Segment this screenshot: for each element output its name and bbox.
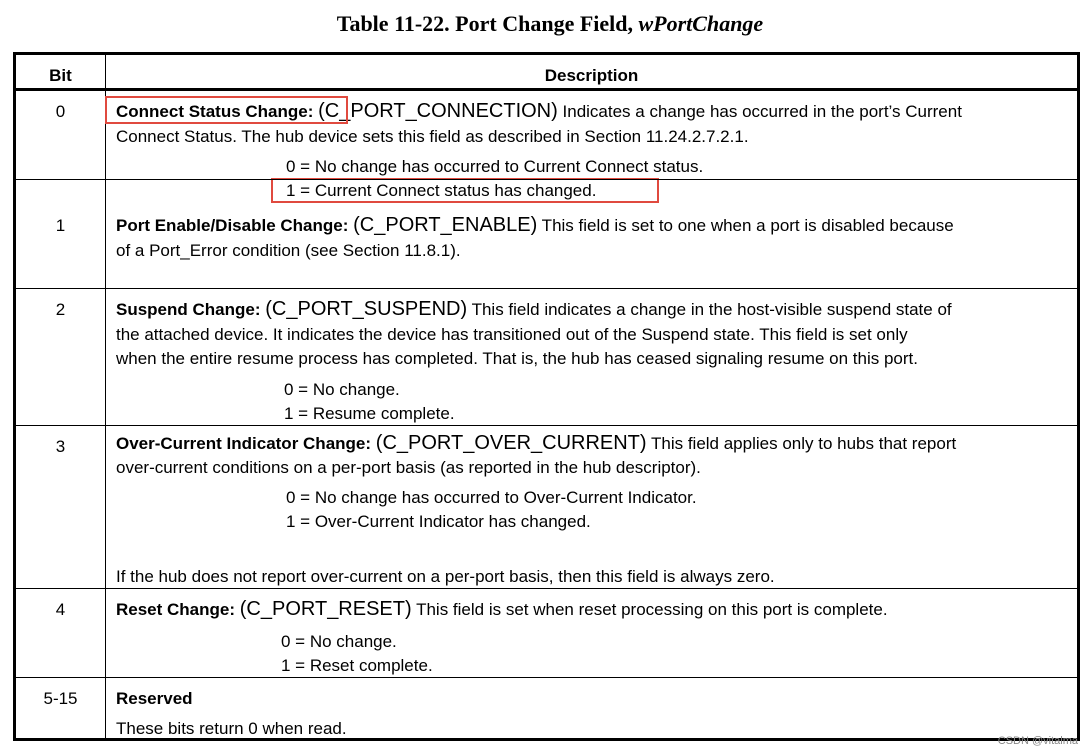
row-1-line1-rest: This field is set to one when a port is disabled because [537,216,954,235]
caption-lead: Table 11-22. Port Change Field, [336,11,639,36]
row-0-code: (C_PORT_CONNECTION) [318,100,558,122]
row-4-code: (C_PORT_RESET) [239,598,412,620]
row-2-code: (C_PORT_SUSPEND) [265,298,468,320]
header-bit: Bit [49,66,72,85]
row-1-code: (C_PORT_ENABLE) [353,214,538,236]
row-3-code: (C_PORT_OVER_CURRENT) [375,432,647,454]
highlight-connect-status-change [105,96,348,124]
table-caption [0,10,1088,38]
watermark: CSDN @vitalma [997,735,1078,747]
row-3-note: If the hub does not report over-current on a per-port basis, then this field is always zero. [116,567,775,586]
row-0-name: Connect Status Change: [116,102,314,121]
row-divider-1 [16,288,1077,289]
row-0-line1-rest: Indicates a change has occurred in the port’s Current [557,102,962,121]
column-divider [105,55,106,738]
row-3-line-1 [116,432,956,455]
row-4-line1-rest: This field is set when reset processing on this port is complete. [411,600,888,619]
header-description: Description [544,66,639,85]
row-2-value-0: 0 = No change. [284,380,400,399]
row-divider-3 [16,588,1077,589]
row-3-bit: 3 [55,437,66,456]
row-3-value-1: 1 = Over-Current Indicator has changed. [286,512,591,531]
row-divider-4 [16,677,1077,678]
row-3-line-2: over-current conditions on a per-port basis (as reported in the hub descriptor). [116,458,701,477]
row-5-line-1 [116,687,193,710]
row-2-value-1: 1 = Resume complete. [284,404,455,423]
port-change-table [13,52,1080,741]
row-5-bit: 5-15 [43,689,78,708]
row-0-value-0: 0 = No change has occurred to Current Connect status. [286,157,704,176]
row-4-line-1 [116,598,888,621]
row-4-value-1: 1 = Reset complete. [281,656,433,675]
row-0-bit: 0 [55,102,66,121]
row-1-bit: 1 [55,216,66,235]
row-5-name: Reserved [116,689,193,708]
row-2-line-2: the attached device. It indicates the device has transitioned out of the Suspend state. This field is set only [116,325,908,344]
row-2-line-3: when the entire resume process has completed. That is, the hub has ceased signaling resume on this port. [116,349,918,368]
row-5-line-2: These bits return 0 when read. [116,719,347,738]
row-0-line-2: Connect Status. The hub device sets this field as described in Section 11.24.2.7.2.1. [116,127,749,146]
row-4-name: Reset Change: [116,600,236,619]
caption-field-name: wPortChange [638,11,764,36]
header-divider [16,88,1077,91]
row-3-line1-rest: This field applies only to hubs that report [646,434,957,453]
row-1-name: Port Enable/Disable Change: [116,216,349,235]
row-2-line-1 [116,298,952,321]
row-0-value-1: 1 = Current Connect status has changed. [286,181,597,200]
row-4-value-0: 0 = No change. [281,632,397,651]
highlight-connect-status-changed [271,178,659,203]
row-3-value-0: 0 = No change has occurred to Over-Current Indicator. [286,488,697,507]
row-2-name: Suspend Change: [116,300,261,319]
row-1-line-2: of a Port_Error condition (see Section 11.8.1). [116,241,461,260]
row-2-line1-rest: This field indicates a change in the host-visible suspend state of [467,300,952,319]
row-2-bit: 2 [55,300,66,319]
row-3-name: Over-Current Indicator Change: [116,434,372,453]
row-1-line-1 [116,214,954,237]
row-4-bit: 4 [55,600,66,619]
row-divider-2 [16,425,1077,426]
row-divider-0 [16,179,1077,180]
